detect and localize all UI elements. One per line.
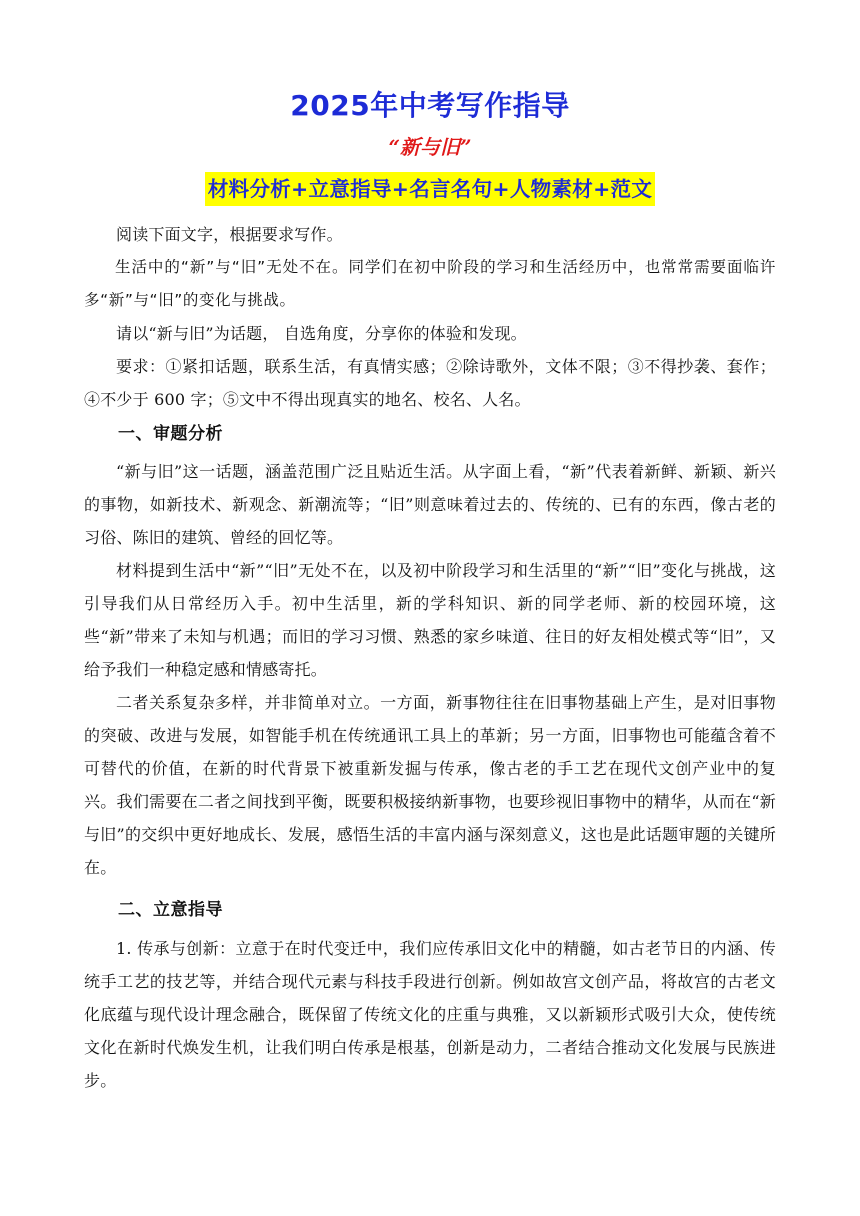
highlight-banner: 材料分析+立意指导+名言名句+人物素材+范文 [205,172,655,206]
theme-paragraph: 1. 传承与创新：立意于在时代变迁中，我们应传承旧文化中的精髓，如古老节日的内涵、传统手工艺的技艺等，并结合现代元素与科技手段进行创新。例如故宫文创产品，将故宫的古老文化底蕴与现代设计理念融合，既保留了传统文化的庄重与典雅，又以新颖形式吸引大众，使传统文化在新时代焕发生机，让我们明白传承是根基，创新是动力，二者结合推动文化发展与民族进步。 [84,939,776,1090]
section-heading-theme: 二、立意指导 [118,900,223,920]
document-content [84,86,776,1097]
prompt-intro: 阅读下面文字，根据要求写作。 [116,225,343,244]
analysis-paragraph: 二者关系复杂多样，并非简单对立。一方面，新事物往往在旧事物基础上产生，是对旧事物的突破、改进与发展，如智能手机在传统通讯工具上的革新；另一方面，旧事物也可能蕴含着不可替代的价值，在新的时代背景下被重新发掘与传承，像古老的手工艺在现代文创产业中的复兴。我们需要在二者之间找到平衡，既要积极接纳新事物，也要珍视旧事物中的精华，从而在“新与旧”的交织中更好地成长、发展，感悟生活的丰富内涵与深刻意义，这也是此话题审题的关键所在。 [84,693,776,877]
prompt-material: 生活中的“新”与“旧”无处不在。同学们在初中阶段的学习和生活经历中，也常常需要面临许多“新”与“旧”的变化与挑战。 [84,258,776,309]
analysis-paragraph: 材料提到生活中“新”“旧”无处不在，以及初中阶段学习和生活里的“新”“旧”变化与挑战，这引导我们从日常经历入手。初中生活里，新的学科知识、新的同学老师、新的校园环境，这些“新”带来了未知与机遇；而旧的学习习惯、熟悉的家乡味道、往日的好友相处模式等“旧”，又给予我们一种稳定感和情感寄托。 [84,561,776,679]
prompt-requirements: 要求：①紧扣话题，联系生活，有真情实感；②除诗歌外，文体不限；③不得抄袭、套作；④不少于 600 字；⑤文中不得出现真实的地名、校名、人名。 [84,357,776,409]
prompt-task: 请以“新与旧”为话题， 自选角度，分享你的体验和发现。 [116,324,527,343]
analysis-paragraph: “新与旧”这一话题，涵盖范围广泛且贴近生活。从字面上看，“新”代表着新鲜、新颖、新兴的事物，如新技术、新观念、新潮流等；“旧”则意味着过去的、传统的、已有的东西，像古老的习俗、陈旧的建筑、曾经的回忆等。 [84,462,776,547]
document-title: 2025年中考写作指导 [290,89,570,122]
section-heading-analysis: 一、审题分析 [118,424,223,444]
document-subtitle: “新与旧” [388,135,472,159]
banner-row [84,172,776,208]
